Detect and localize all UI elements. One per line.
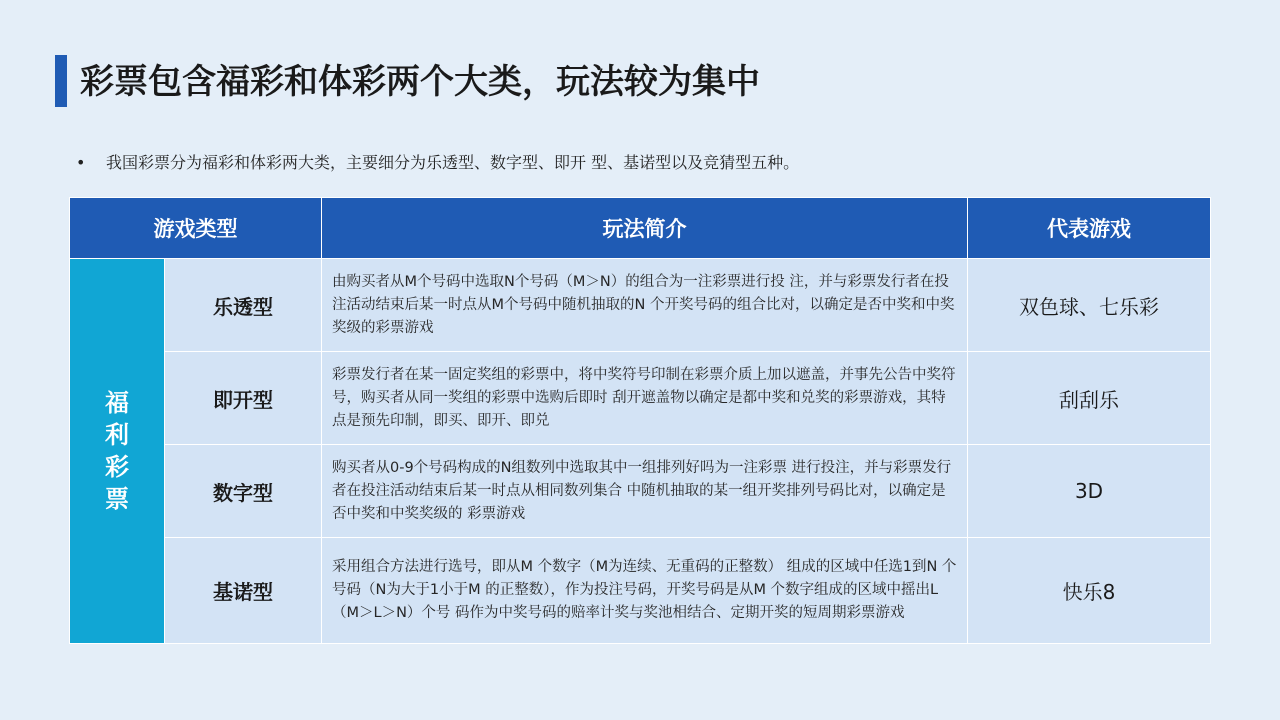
table-header-row xyxy=(70,198,1211,259)
category-cell xyxy=(70,259,165,644)
header-game-type: 游戏类型 xyxy=(70,198,322,259)
header-representative-game: 代表游戏 xyxy=(968,198,1211,259)
bullet-marker: • xyxy=(76,153,86,172)
lottery-types-table xyxy=(69,197,1211,644)
description-cell: 由购买者从M个号码中选取N个号码（M＞N）的组合为一注彩票进行投 注，并与彩票发行者在投注活动结束后某一时点从M个号码中随机抽取的N 个开奖号码的组合比对，以确定是否中奖和中奖奖级的彩票游戏 xyxy=(322,259,968,352)
type-cell: 乐透型 xyxy=(165,259,322,352)
description-cell: 采用组合方法进行选号，即从M 个数字（M为连续、无重码的正整数） 组成的区域中任选1到N 个号码（N为大于1小于M 的正整数），作为投注号码，开奖号码是从M 个数字组成的区域中摇出L（M＞L＞N）个号 码作为中奖号码的赔率计奖与奖池相结合、定期开奖的短周期彩票游戏 xyxy=(322,538,968,644)
table-row xyxy=(70,259,1211,352)
game-cell: 双色球、七乐彩 xyxy=(968,259,1211,352)
summary-bullet xyxy=(76,150,799,176)
description-cell: 彩票发行者在某一固定奖组的彩票中，将中奖符号印制在彩票介质上加以遮盖，并事先公告中奖符号，购买者从同一奖组的彩票中选购后即时 刮开遮盖物以确定是都中奖和兑奖的彩票游戏，其特点是预先印制，即买、即开、即兑 xyxy=(322,352,968,445)
table-row xyxy=(70,445,1211,538)
table-row xyxy=(70,538,1211,644)
page-title: 彩票包含福彩和体彩两个大类，玩法较为集中 xyxy=(80,62,760,102)
title-accent-bar xyxy=(55,55,67,107)
summary-text: 我国彩票分为福彩和体彩两大类，主要细分为乐透型、数字型、即开 型、基诺型以及竞猜型五种。 xyxy=(106,153,800,172)
category-label: 福利彩票 xyxy=(105,389,129,513)
type-cell: 基诺型 xyxy=(165,538,322,644)
game-cell: 刮刮乐 xyxy=(968,352,1211,445)
type-cell: 即开型 xyxy=(165,352,322,445)
description-cell: 购买者从0-9个号码构成的N组数列中选取其中一组排列好吗为一注彩票 进行投注，并与彩票发行者在投注活动结束后某一时点从相同数列集合 中随机抽取的某一组开奖排列号码比对，以确定是否中奖和中奖奖级的 彩票游戏 xyxy=(322,445,968,538)
game-cell: 3D xyxy=(968,445,1211,538)
game-cell: 快乐8 xyxy=(968,538,1211,644)
table-row xyxy=(70,352,1211,445)
type-cell: 数字型 xyxy=(165,445,322,538)
header-description: 玩法简介 xyxy=(322,198,968,259)
